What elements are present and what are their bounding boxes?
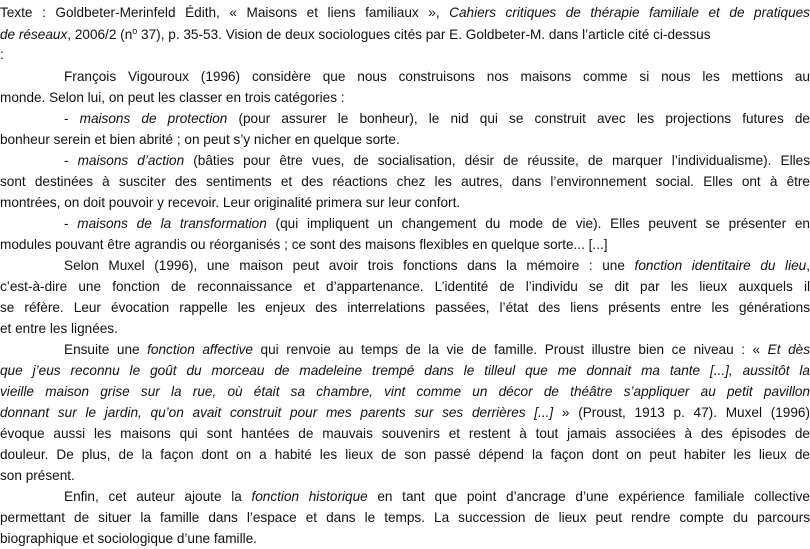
citation-line-2 xyxy=(0,25,810,45)
category-name: maisons de protection xyxy=(79,111,228,126)
journal-title-cont: de réseaux xyxy=(0,27,68,42)
proust-quote: que j’eus reconnu le goût du morceau de madeleine trempé dans le tilleul que me donnait ma tante [...], aussitôt la xyxy=(0,363,810,378)
citation-line-3 xyxy=(0,45,810,65)
category-action-cont-2: montrées, on doit pouvoir y recevoir. Leur originalité primera sur leur confort. xyxy=(0,195,461,210)
category-transformation-cont: modules pouvant être agrandis ou réorganisés ; ce sont des maisons flexibles en quelque sorte... [...] xyxy=(0,237,608,252)
emphasis-term: fonction historique xyxy=(251,489,368,504)
muxel-p1-line-3: se réfère. Leur évocation rappelle les enjeux des interrelations passées, l’état des liens présents entre les générations xyxy=(0,300,810,315)
vigouroux-line-1: François Vigouroux (1996) considère que nous construisons nos maisons comme si nous les mettions au xyxy=(64,69,810,84)
muxel-p2-line-4: donnant sur le jardin, qu’on avait construit pour mes parents sur ses derrières [...] » (Proust, 1913 p. 47). Muxel (1996) xyxy=(0,405,810,420)
muxel-p1-line-4: et entre les lignées. xyxy=(0,321,118,336)
muxel-p2-line-7: son présent. xyxy=(0,468,75,483)
journal-title: Cahiers critiques de thérapie familiale et de pratiques xyxy=(449,5,810,20)
emphasis-term: fonction affective xyxy=(147,342,253,357)
muxel-p2-line-2 xyxy=(0,361,810,381)
citation-colon: : xyxy=(0,47,4,62)
category-name: maisons d’action xyxy=(77,153,185,168)
category-name: maisons de la transformation xyxy=(77,216,267,231)
muxel-p3-line-2: permettant de situer la famille dans l’espace et dans le temps. La succession de lieux peut rendre compte du parcours xyxy=(0,510,810,525)
vigouroux-line-2: monde. Selon lui, on peut les classer en trois catégories : xyxy=(0,90,345,105)
issue-text-end: 37), p. 35-53. Vision de deux sociologues cités par E. Goldbeter-M. dans l’article cité ci-dessus xyxy=(137,27,711,42)
citation-text: Texte : Goldbeter-Merinfeld Édith, « Maisons et liens familiaux », xyxy=(0,5,450,20)
muxel-p3-line-1: Enfin, cet auteur ajoute la fonction historique en tant que point d’ancrage d’une expérience familiale collective xyxy=(64,489,810,504)
muxel-p3-line-3: biographique et sociologique d’une famille. xyxy=(0,531,257,546)
muxel-p2-line-3 xyxy=(0,382,810,402)
category-transformation: - maisons de la transformation (qui impliquent un changement du mode de vie). Elles peuvent se présenter en xyxy=(64,216,810,231)
proust-quote: vieille maison grise sur la rue, où était sa chambre, vint comme un décor de théâtre s’appliquer au petit pavillon xyxy=(0,384,810,399)
proust-quote: donnant sur le jardin, qu’on avait construit pour mes parents sur ses derrières [...] xyxy=(0,405,554,420)
emphasis-term: fonction identitaire du lieu xyxy=(634,258,807,273)
category-protection: - maisons de protection (pour assurer le bonheur), le nid qui se construit avec les projections futures de xyxy=(64,111,810,126)
issue-text: , 2006/2 (n xyxy=(67,27,133,42)
muxel-p1-line-2: c’est-à-dire une fonction de reconnaissance et d’appartenance. L’identité de l’individu se dit par les lieux auxquels il xyxy=(0,279,810,294)
proust-quote: Et dès xyxy=(767,342,810,357)
muxel-p2-line-6: douleur. De plus, de la façon dont on a habité les lieux de son passé dépend la façon dont on peut habiter les lieux de xyxy=(0,447,810,462)
category-action-cont-1: sont destinées à susciter des sentiments et des réactions chez les autres, dans l’environnement social. Elles ont à être xyxy=(0,174,810,189)
muxel-p1-line-1: Selon Muxel (1996), une maison peut avoir trois fonctions dans la mémoire : une fonction identitaire du lieu, xyxy=(64,258,810,273)
category-action: - maisons d’action (bâties pour être vues, de socialisation, désir de réussite, de marquer l’individualisme). Elles xyxy=(64,153,810,168)
muxel-p2-line-1: Ensuite une fonction affective qui renvoie au temps de la vie de famille. Proust illustre bien ce niveau : « Et dès xyxy=(64,342,810,357)
citation-line-1 xyxy=(0,3,810,23)
issue-superscript: o xyxy=(132,26,138,36)
muxel-p2-line-5: évoque aussi les maisons qui sont hantées de mauvais souvenirs et restent à tout jamais associées à des épisodes de xyxy=(0,426,810,441)
category-protection-cont: bonheur serein et bien abrité ; on peut s’y nicher en quelque sorte. xyxy=(0,132,400,147)
